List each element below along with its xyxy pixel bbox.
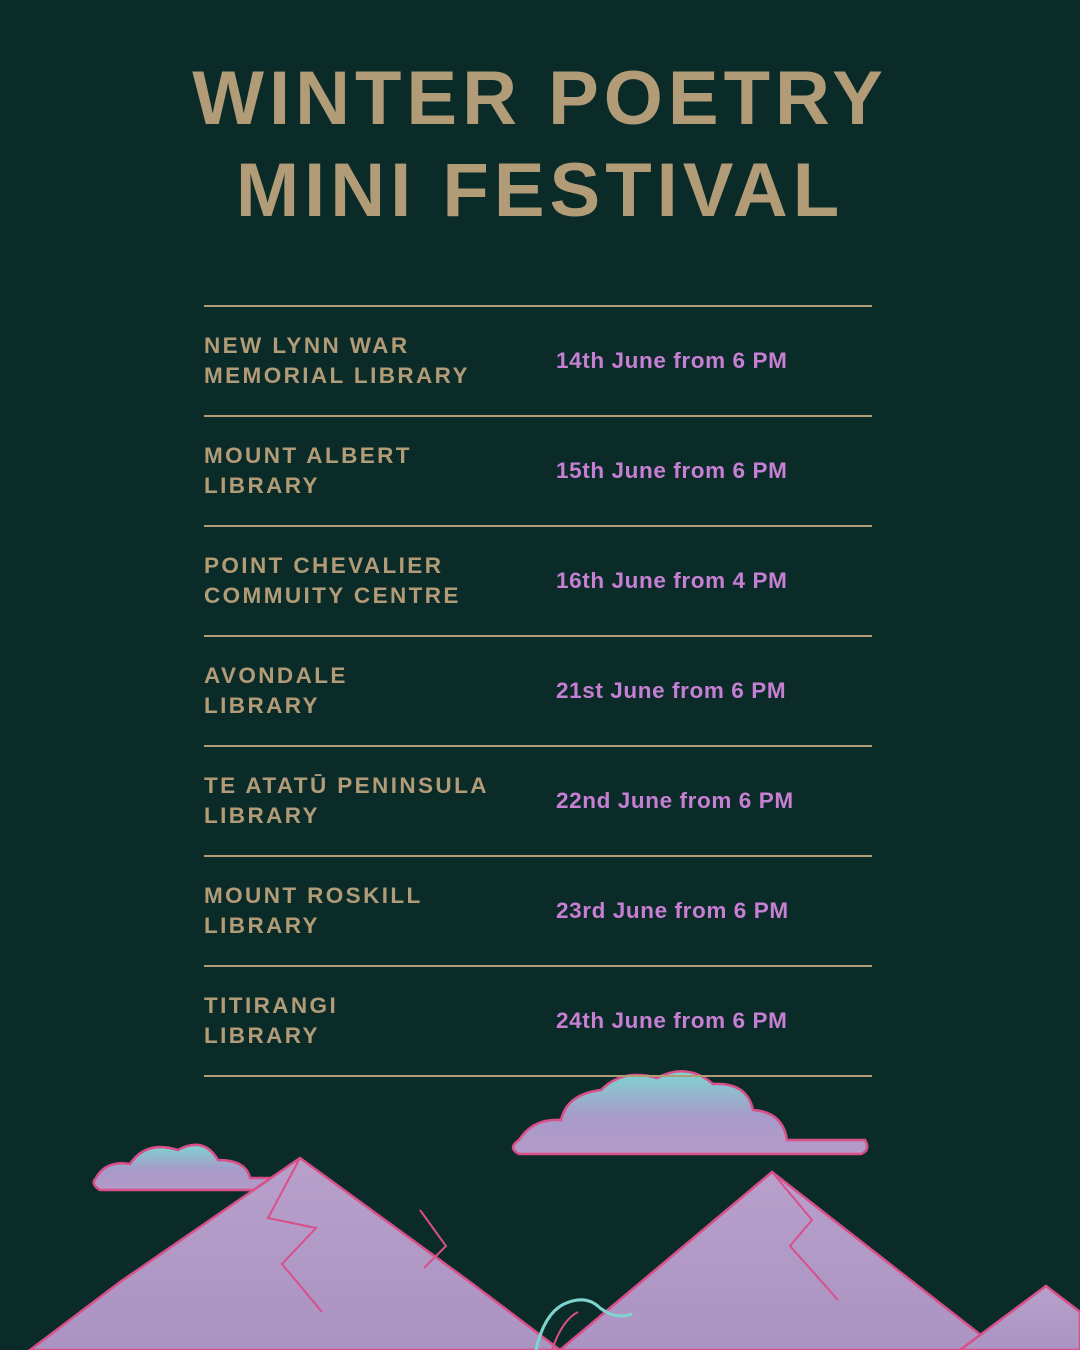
event-datetime: 16th June from 4 PM — [556, 568, 788, 593]
event-datetime: 15th June from 6 PM — [556, 458, 788, 483]
venue-line-2: LIBRARY — [204, 693, 320, 718]
venue-name — [204, 661, 556, 722]
event-datetime: 24th June from 6 PM — [556, 1008, 788, 1033]
event-datetime: 21st June from 6 PM — [556, 678, 787, 703]
page-title — [0, 56, 1080, 234]
list-item — [204, 417, 872, 525]
venue-line-1: TE ATATŪ PENINSULA — [204, 772, 489, 798]
mountain-right — [560, 1172, 1000, 1350]
mountain-far-right — [960, 1286, 1080, 1350]
venue-name — [204, 441, 556, 502]
title-line-2: MINI FESTIVAL — [235, 148, 845, 234]
title-line-1: WINTER POETRY — [192, 56, 888, 141]
venue-line-2: LIBRARY — [204, 913, 320, 938]
venue-name — [204, 331, 556, 392]
venue-line-2: LIBRARY — [204, 473, 320, 498]
venue-line-1: POINT CHEVALIER — [204, 552, 444, 578]
venue-line-1: TITIRANGI — [204, 992, 339, 1018]
venue-name — [204, 881, 556, 942]
list-item — [204, 307, 872, 415]
event-datetime: 23rd June from 6 PM — [556, 898, 789, 923]
venue-line-2: LIBRARY — [204, 1023, 320, 1048]
venue-line-2: COMMUITY CENTRE — [204, 583, 461, 608]
list-item — [204, 857, 872, 965]
schedule-list — [204, 305, 872, 1077]
event-datetime: 14th June from 6 PM — [556, 348, 788, 373]
venue-name — [204, 551, 556, 612]
cloud-large-icon — [513, 1071, 867, 1154]
venue-line-1: MOUNT ALBERT — [204, 442, 412, 468]
venue-line-1: AVONDALE — [204, 662, 348, 688]
list-item — [204, 637, 872, 745]
venue-name — [204, 771, 556, 832]
event-datetime: 22nd June from 6 PM — [556, 788, 794, 813]
venue-line-1: MOUNT ROSKILL — [204, 882, 423, 908]
list-item — [204, 747, 872, 855]
list-item — [204, 967, 872, 1075]
divider — [204, 1075, 872, 1077]
mountain-landscape-illustration — [0, 1050, 1080, 1350]
venue-name — [204, 991, 556, 1052]
list-item — [204, 527, 872, 635]
venue-line-2: MEMORIAL LIBRARY — [204, 363, 470, 388]
venue-line-2: LIBRARY — [204, 803, 320, 828]
venue-line-1: NEW LYNN WAR — [204, 332, 410, 358]
